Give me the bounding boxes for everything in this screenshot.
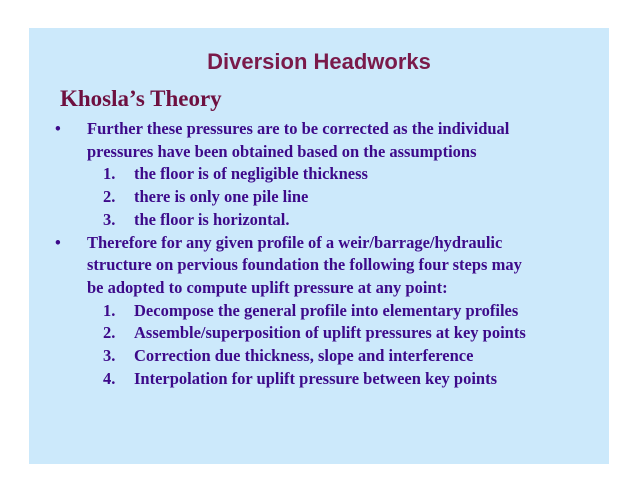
bullet-dot: • bbox=[55, 232, 61, 252]
slide-body bbox=[29, 118, 609, 390]
list-item bbox=[29, 368, 609, 391]
list-item bbox=[29, 186, 609, 209]
list-item bbox=[29, 163, 609, 186]
bullet-2-line-1: Therefore for any given profile of a weir/barrage/hydraulic bbox=[87, 232, 503, 252]
list-item-text: there is only one pile line bbox=[134, 187, 309, 207]
list-item-number: 1. bbox=[103, 300, 116, 320]
bullet-1-numbered-list bbox=[29, 163, 609, 231]
bullet-2 bbox=[29, 232, 609, 300]
bullet-1 bbox=[29, 118, 609, 163]
bullet-1-line-1: Further these pressures are to be corrected as the individual bbox=[87, 119, 510, 138]
slide-subtitle: Khosla’s Theory bbox=[60, 86, 222, 111]
list-item bbox=[29, 345, 609, 368]
list-item-text: Correction due thickness, slope and interference bbox=[134, 346, 474, 366]
bullet-2-numbered-list bbox=[29, 300, 609, 391]
bullet-dot: • bbox=[55, 119, 61, 138]
bullet-2-line-2: structure on pervious foundation the following four steps may bbox=[87, 255, 522, 275]
slide-title: Diversion Headworks bbox=[207, 49, 431, 74]
list-item-number: 3. bbox=[103, 209, 116, 229]
list-item-number: 2. bbox=[103, 187, 116, 207]
list-item-text: the floor is horizontal. bbox=[134, 209, 290, 229]
bullet-2-line-3: be adopted to compute uplift pressure at any point: bbox=[87, 277, 448, 297]
list-item-number: 4. bbox=[103, 368, 116, 388]
list-item-number: 2. bbox=[103, 323, 116, 343]
list-item bbox=[29, 322, 609, 345]
slide bbox=[29, 28, 609, 464]
list-item-text: Interpolation for uplift pressure between key points bbox=[134, 368, 498, 388]
list-item-text: Decompose the general profile into elementary profiles bbox=[134, 300, 519, 320]
list-item-text: the floor is of negligible thickness bbox=[134, 164, 368, 184]
list-item bbox=[29, 300, 609, 323]
list-item-number: 1. bbox=[103, 164, 116, 184]
bullet-1-line-2: pressures have been obtained based on the assumptions bbox=[87, 141, 477, 161]
list-item-number: 3. bbox=[103, 346, 116, 366]
list-item bbox=[29, 209, 609, 232]
list-item-text: Assemble/superposition of uplift pressures at key points bbox=[134, 323, 526, 343]
